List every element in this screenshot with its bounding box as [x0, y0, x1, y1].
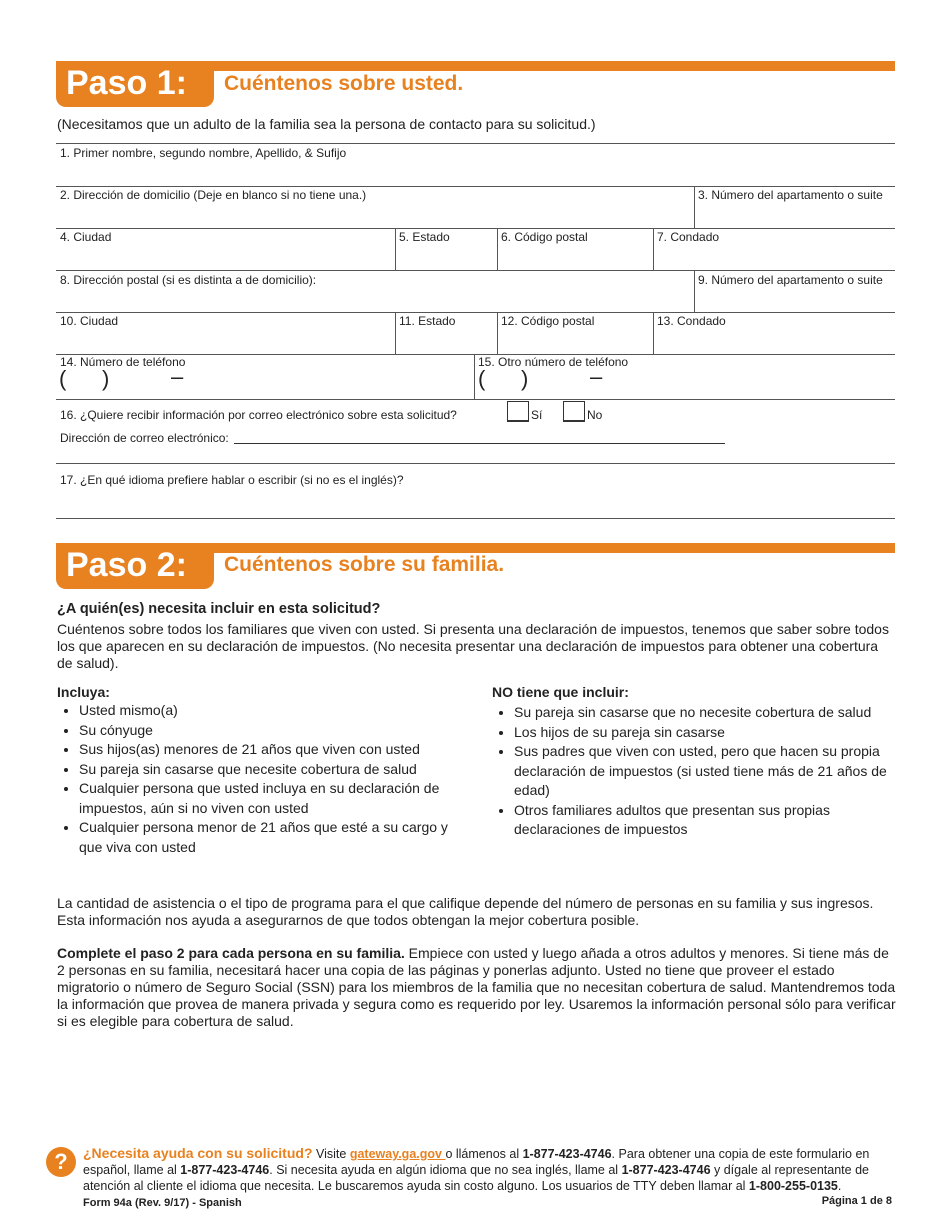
divider: [497, 312, 498, 354]
email-address-label: Dirección de correo electrónico:: [60, 431, 229, 445]
include-heading: Incluya:: [57, 684, 110, 700]
field-name-label: 1. Primer nombre, segundo nombre, Apellido, & Sufijo: [60, 146, 347, 160]
divider: [395, 312, 396, 354]
exclude-item: • Otros familiares adultos que presentan sus propias declaraciones de impuestos: [514, 801, 892, 840]
field-phone-label: 14. Número de teléfono: [60, 355, 186, 369]
divider: [653, 228, 654, 270]
field-county-label: 7. Condado: [657, 230, 720, 244]
include-list: [57, 701, 457, 857]
field-email-question: 16. ¿Quiere recibir información por correo electrónico sobre esta solicitud?: [60, 408, 457, 422]
step2-subtitle: Cuéntenos sobre su familia.: [224, 553, 505, 576]
divider: [653, 312, 654, 354]
divider: [56, 228, 895, 229]
divider: [395, 228, 396, 270]
exclude-item: • Su pareja sin casarse que no necesite cobertura de salud: [514, 703, 892, 723]
language-input[interactable]: [56, 518, 895, 519]
phone-open-paren: (: [59, 366, 67, 391]
include-item: • Cualquier persona que usted incluya en su declaración de impuestos, aún si no viven con usted: [79, 779, 457, 818]
phone-close-paren: ): [102, 366, 110, 391]
exclude-list: [492, 703, 892, 840]
step1-label: Paso 1:: [56, 61, 214, 107]
field-address-label: 2. Dirección de domicilio (Deje en blanco si no tiene una.): [60, 188, 367, 202]
divider: [497, 228, 498, 270]
email-yes-label: Sí: [531, 408, 543, 422]
include-item: • Sus hijos(as) menores de 21 años que viven con usted: [79, 740, 457, 760]
step2-para3: Complete el paso 2 para cada persona en su familia. Empiece con usted y luego añada a otros adultos y menores. Si tiene más de 2 personas en su familia, necesitará hacer una copia de las páginas y ponerlas adjunto. Usted no tiene que proveer el estado migratorio o número de Seguro Social (SSN) para los miembros de la familia que no necesitan cobertura de salud. Mantendremos toda la información que provea de manera privada y segura como es requerido por ley. Usaremos la información personal sólo para verificar si es elegible para cobertura de salud.: [57, 945, 896, 1029]
step2-para2: La cantidad de asistencia o el tipo de programa para el que califique depende del número de personas en su familia y sus ingresos. Esta información nos ayuda a asegurarnos de que todos obtengan la mejor cobertura posible.: [57, 895, 874, 928]
email-yes-checkbox[interactable]: [507, 401, 529, 422]
exclude-item: • Los hijos de su pareja sin casarse: [514, 723, 892, 743]
field-mail-county-label: 13. Condado: [657, 314, 726, 328]
field-mail-zip-label: 12. Código postal: [501, 314, 595, 328]
divider: [56, 270, 895, 271]
field-apt-label: 3. Número del apartamento o suite: [698, 188, 883, 202]
field-language-label: 17. ¿En qué idioma prefiere hablar o escribir (si no es el inglés)?: [60, 473, 404, 487]
step2-label: Paso 2:: [56, 543, 214, 589]
divider: [474, 354, 475, 399]
field-mail-address-label: 8. Dirección postal (si es distinta a de domicilio):: [60, 273, 317, 287]
divider: [56, 399, 895, 400]
exclude-heading: NO tiene que incluir:: [492, 684, 629, 700]
divider: [56, 143, 895, 144]
include-item: • Su pareja sin casarse que necesite cobertura de salud: [79, 760, 457, 780]
email-no-label: No: [587, 408, 603, 422]
include-item: • Usted mismo(a): [79, 701, 457, 721]
divider: [56, 463, 895, 464]
field-mail-city-label: 10. Ciudad: [60, 314, 119, 328]
include-item: • Su cónyuge: [79, 721, 457, 741]
email-input[interactable]: [234, 443, 725, 444]
divider: [694, 270, 695, 312]
gateway-link[interactable]: gateway.ga.gov: [349, 1147, 446, 1161]
exclude-item: • Sus padres que viven con usted, pero que hacen su propia declaración de impuestos (si usted tiene más de 21 años de edad): [514, 742, 892, 801]
divider: [56, 312, 895, 313]
divider: [694, 186, 695, 228]
help-text: ¿Necesita ayuda con su solicitud? Visite gateway.ga.gov o llámenos al 1-877-423-4746. Para obtener una copia de este formulario en español, llame al 1-877-423-4746. Si necesita ayuda en algún idioma que no sea inglés, llame al 1-877-423-4746 y dígale al representante de atención al cliente el idioma que necesita. Le buscaremos ayuda sin costo alguno. Los usuarios de TTY deben llamar al 1-800-255-0135.: [83, 1145, 870, 1193]
name-input[interactable]: [56, 160, 895, 186]
email-no-checkbox[interactable]: [563, 401, 585, 422]
phone2-close-paren: ): [521, 366, 529, 391]
step1-subtitle: Cuéntenos sobre usted.: [224, 72, 464, 95]
question-circle-icon: ?: [46, 1147, 76, 1177]
page-number: Página 1 de 8: [821, 1195, 892, 1207]
step2-heading: ¿A quién(es) necesita incluir en esta solicitud?: [57, 601, 381, 617]
field-mail-state-label: 11. Estado: [399, 314, 456, 328]
phone2-dash: –: [590, 364, 603, 389]
field-city-label: 4. Ciudad: [60, 230, 112, 244]
divider: [56, 186, 895, 187]
field-state-label: 5. Estado: [399, 230, 450, 244]
step1-intro: (Necesitamos que un adulto de la familia sea la persona de contacto para su solicitud.): [57, 116, 596, 132]
phone-dash: –: [171, 364, 184, 389]
field-phone2-label: 15. Otro número de teléfono: [478, 355, 629, 369]
phone2-open-paren: (: [478, 366, 486, 391]
field-mail-apt-label: 9. Número del apartamento o suite: [698, 273, 883, 287]
form-id: Form 94a (Rev. 9/17) - Spanish: [83, 1197, 242, 1209]
include-item: • Cualquier persona menor de 21 años que esté a su cargo y que viva con usted: [79, 818, 457, 857]
field-zip-label: 6. Código postal: [501, 230, 588, 244]
step2-para1: Cuéntenos sobre todos los familiares que viven con usted. Si presenta una declaración de impuestos, tenemos que saber sobre todos los que aparecen en su declaración de impuestos. (No necesita presentar una declaración de impuestos para obtener una cobertura de salud).: [57, 621, 889, 671]
